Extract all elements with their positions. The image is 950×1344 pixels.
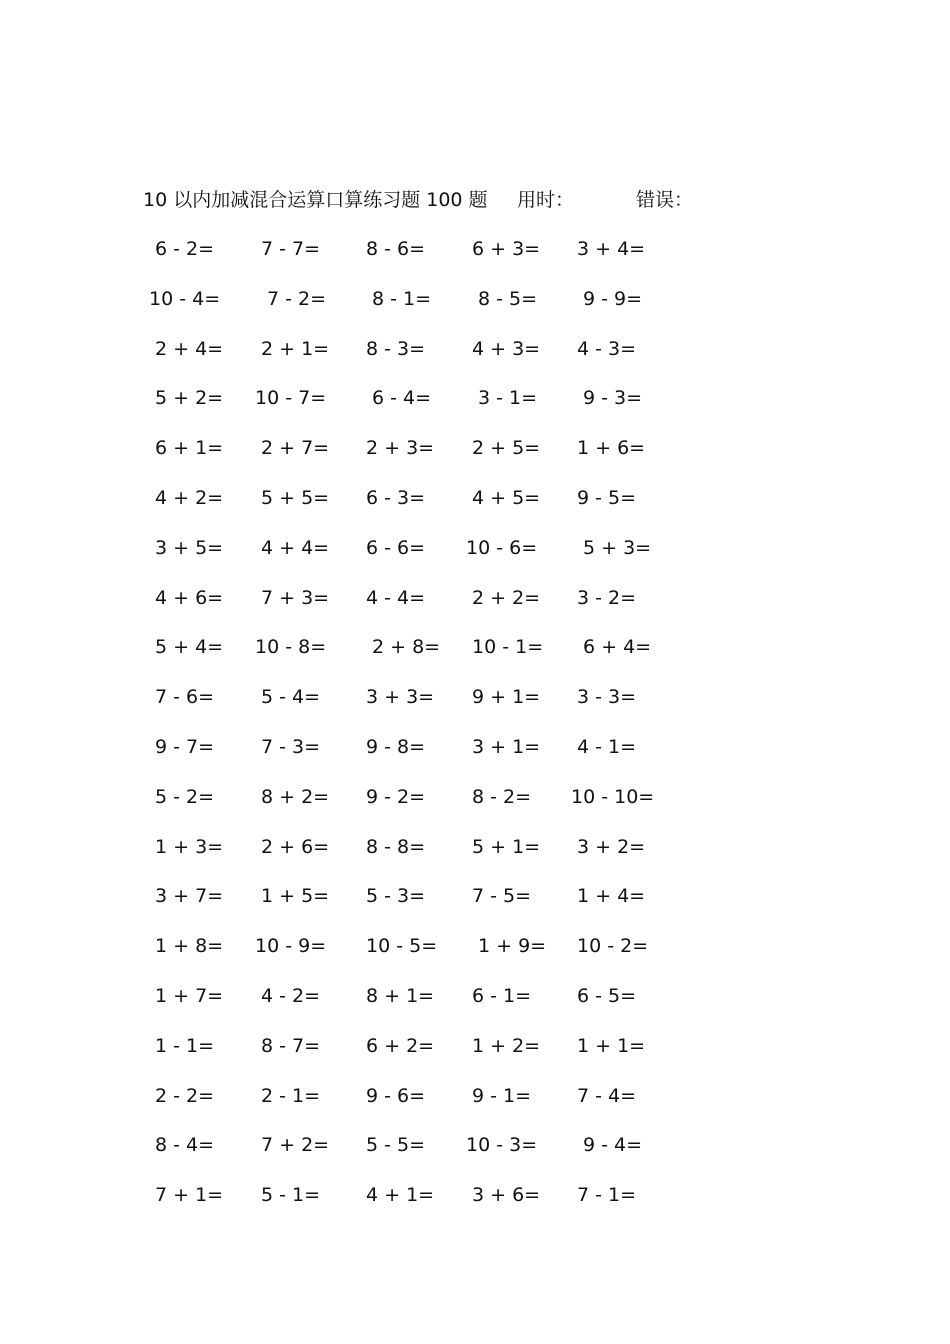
math-problem: 8 + 1=: [366, 984, 435, 1007]
math-problem: 1 + 1=: [577, 1034, 646, 1057]
problem-row: [0, 284, 950, 334]
math-problem: 4 + 1=: [366, 1184, 435, 1207]
problem-grid: [0, 234, 950, 1230]
math-problem: 9 - 7=: [155, 735, 215, 758]
math-problem: 2 + 1=: [261, 337, 330, 360]
math-problem: 5 - 3=: [366, 885, 426, 908]
math-problem: 1 - 1=: [155, 1034, 215, 1057]
math-problem: 7 - 4=: [577, 1084, 637, 1107]
math-problem: 5 - 1=: [261, 1184, 321, 1207]
problem-row: [0, 881, 950, 931]
math-problem: 4 + 5=: [472, 486, 541, 509]
worksheet-title: 10 以内加减混合运算口算练习题 100 题: [143, 189, 488, 211]
math-problem: 5 - 5=: [366, 1134, 426, 1157]
math-problem: 8 - 5=: [478, 287, 538, 310]
math-problem: 1 + 3=: [155, 835, 224, 858]
time-used-label: 用时：: [517, 189, 575, 211]
math-problem: 6 - 1=: [472, 984, 532, 1007]
problem-row: [0, 682, 950, 732]
math-problem: 2 + 4=: [155, 337, 224, 360]
problem-row: [0, 732, 950, 782]
math-problem: 10 - 7=: [255, 387, 327, 410]
problem-row: [0, 832, 950, 882]
math-problem: 2 - 2=: [155, 1084, 215, 1107]
math-problem: 4 + 6=: [155, 586, 224, 609]
math-problem: 4 - 2=: [261, 984, 321, 1007]
math-problem: 2 + 8=: [372, 636, 441, 659]
problem-row: [0, 483, 950, 533]
math-problem: 5 - 2=: [155, 785, 215, 808]
math-problem: 9 - 1=: [472, 1084, 532, 1107]
math-problem: 8 - 7=: [261, 1034, 321, 1057]
math-problem: 10 - 6=: [466, 536, 538, 559]
problem-row: [0, 782, 950, 832]
problem-row: [0, 533, 950, 583]
math-problem: 6 - 6=: [366, 536, 426, 559]
math-problem: 8 - 3=: [366, 337, 426, 360]
math-problem: 1 + 5=: [261, 885, 330, 908]
math-problem: 4 - 4=: [366, 586, 426, 609]
math-problem: 3 + 7=: [155, 885, 224, 908]
math-problem: 3 + 2=: [577, 835, 646, 858]
math-problem: 9 - 8=: [366, 735, 426, 758]
math-problem: 3 + 3=: [366, 686, 435, 709]
math-problem: 10 - 1=: [472, 636, 544, 659]
math-problem: 9 - 2=: [366, 785, 426, 808]
math-problem: 7 - 3=: [261, 735, 321, 758]
math-problem: 1 + 4=: [577, 885, 646, 908]
math-problem: 4 + 3=: [472, 337, 541, 360]
math-problem: 1 + 7=: [155, 984, 224, 1007]
math-problem: 5 + 4=: [155, 636, 224, 659]
math-problem: 8 - 4=: [155, 1134, 215, 1157]
math-problem: 6 - 4=: [372, 387, 432, 410]
math-problem: 6 + 4=: [583, 636, 652, 659]
math-problem: 7 - 1=: [577, 1184, 637, 1207]
error-count-label: 错误：: [636, 189, 694, 211]
math-problem: 7 + 2=: [261, 1134, 330, 1157]
problem-row: [0, 1031, 950, 1081]
math-problem: 9 - 5=: [577, 486, 637, 509]
math-problem: 5 + 5=: [261, 486, 330, 509]
math-problem: 10 - 2=: [577, 935, 649, 958]
math-problem: 2 + 5=: [472, 437, 541, 460]
math-problem: 3 - 3=: [577, 686, 637, 709]
math-problem: 6 + 3=: [472, 238, 541, 260]
math-problem: 3 + 5=: [155, 536, 224, 559]
math-problem: 8 - 1=: [372, 287, 432, 310]
math-problem: 3 + 6=: [472, 1184, 541, 1207]
problem-row: [0, 583, 950, 633]
math-problem: 10 - 3=: [466, 1134, 538, 1157]
math-problem: 4 + 2=: [155, 486, 224, 509]
math-problem: 3 - 1=: [478, 387, 538, 410]
problem-row: [0, 981, 950, 1031]
math-problem: 2 + 7=: [261, 437, 330, 460]
math-problem: 9 - 4=: [583, 1134, 643, 1157]
math-problem: 9 - 3=: [583, 387, 643, 410]
math-problem: 5 + 3=: [583, 536, 652, 559]
problem-row: [0, 234, 950, 284]
math-problem: 7 - 6=: [155, 686, 215, 709]
math-problem: 10 - 5=: [366, 935, 438, 958]
math-problem: 6 + 1=: [155, 437, 224, 460]
math-problem: 9 - 6=: [366, 1084, 426, 1107]
math-problem: 10 - 10=: [571, 785, 655, 808]
math-problem: 1 + 2=: [472, 1034, 541, 1057]
math-problem: 6 + 2=: [366, 1034, 435, 1057]
math-problem: 1 + 6=: [577, 437, 646, 460]
math-problem: 7 - 2=: [267, 287, 327, 310]
math-problem: 3 - 2=: [577, 586, 637, 609]
math-problem: 6 - 3=: [366, 486, 426, 509]
math-problem: 5 + 2=: [155, 387, 224, 410]
math-problem: 7 - 7=: [261, 238, 321, 260]
math-problem: 1 + 9=: [478, 935, 547, 958]
math-problem: 10 - 8=: [255, 636, 327, 659]
math-problem: 2 + 6=: [261, 835, 330, 858]
math-problem: 10 - 9=: [255, 935, 327, 958]
math-problem: 7 + 1=: [155, 1184, 224, 1207]
math-problem: 6 - 5=: [577, 984, 637, 1007]
math-problem: 8 - 2=: [472, 785, 532, 808]
math-problem: 2 + 2=: [472, 586, 541, 609]
math-problem: 10 - 4=: [149, 287, 221, 310]
math-problem: 6 - 2=: [155, 238, 215, 260]
math-problem: 2 + 3=: [366, 437, 435, 460]
math-problem: 4 - 3=: [577, 337, 637, 360]
problem-row: [0, 931, 950, 981]
math-problem: 7 + 3=: [261, 586, 330, 609]
math-problem: 9 + 1=: [472, 686, 541, 709]
problem-row: [0, 433, 950, 483]
math-problem: 3 + 1=: [472, 735, 541, 758]
problem-row: [0, 1180, 950, 1230]
math-problem: 9 - 9=: [583, 287, 643, 310]
math-problem: 8 - 8=: [366, 835, 426, 858]
problem-row: [0, 334, 950, 384]
math-problem: 4 - 1=: [577, 735, 637, 758]
math-problem: 7 - 5=: [472, 885, 532, 908]
math-problem: 8 - 6=: [366, 238, 426, 260]
math-problem: 4 + 4=: [261, 536, 330, 559]
math-problem: 3 + 4=: [577, 238, 646, 260]
problem-row: [0, 1081, 950, 1131]
problem-row: [0, 632, 950, 682]
math-problem: 8 + 2=: [261, 785, 330, 808]
math-problem: 2 - 1=: [261, 1084, 321, 1107]
problem-row: [0, 1130, 950, 1180]
math-problem: 1 + 8=: [155, 935, 224, 958]
math-problem: 5 - 4=: [261, 686, 321, 709]
math-problem: 5 + 1=: [472, 835, 541, 858]
problem-row: [0, 383, 950, 433]
